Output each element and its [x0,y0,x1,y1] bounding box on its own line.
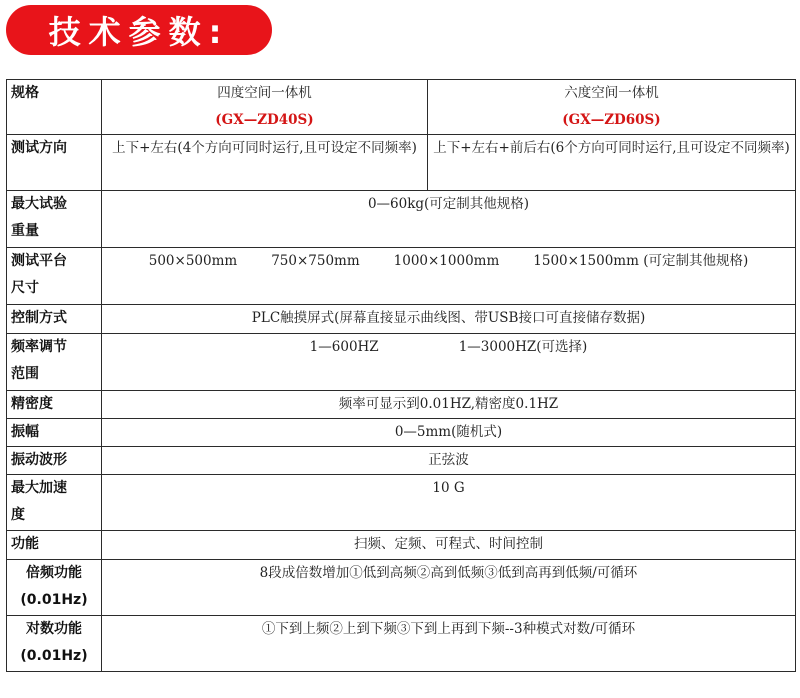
table-row-accel [7,475,796,531]
waveform-value: 正弦波 [102,447,796,475]
row-label-freq [7,334,102,391]
spec-col2-model: (GX—ZD60S) [562,112,661,128]
table-row-precision [7,391,796,419]
table-row-amplitude [7,419,796,447]
max-load-value: 0—60kg(可定制其他规格) [102,191,796,248]
table-row-control [7,305,796,334]
row-label-accel [7,475,102,531]
amplitude-value: 0—5mm(随机式) [102,419,796,447]
table-row-spec [7,80,796,135]
row-label-platform [7,248,102,305]
freq-label-line2: 范围 [11,366,39,382]
platform-value [102,248,796,305]
direction-col2: 上下+左右+前后右(6个方向可同时运行,且可设定不同频率) [428,135,796,191]
platform-size-2: 750×750mm [271,253,360,269]
table-row-function [7,531,796,560]
log-value: ①下到上频②上到下频③下到上再到下频--3种模式对数/可循环 [102,616,796,672]
row-label-multiplier [7,560,102,616]
max-load-label-line2: 重量 [11,223,39,239]
table-row-max-load [7,191,796,248]
multiplier-label-line2: (0.01Hz) [20,592,88,608]
table-row-freq [7,334,796,391]
section-banner [6,5,272,55]
table-row-log [7,616,796,672]
platform-size-4: 1500×1500mm [533,253,639,269]
multiplier-label-line1: 倍频功能 [26,565,82,581]
freq-label-line1: 频率调节 [11,339,67,355]
log-label-line2: (0.01Hz) [20,648,88,664]
spec-table [6,79,796,672]
banner-title: 技术参数: [48,13,230,51]
control-value: PLC触摸屏式(屏幕直接显示曲线图、带USB接口可直接储存数据) [102,305,796,334]
accel-label-line2: 度 [11,507,25,523]
row-label-control: 控制方式 [7,305,102,334]
row-label-precision: 精密度 [7,391,102,419]
table-row-direction [7,135,796,191]
row-label-direction: 测试方向 [7,135,102,191]
max-load-label-line1: 最大试验 [11,196,67,212]
spec-col1-name: 四度空间一体机 [217,85,312,101]
accel-value: 10 G [102,475,796,531]
spec-col1-model: (GX—ZD40S) [215,112,314,128]
row-label-function: 功能 [7,531,102,560]
table-row-waveform [7,447,796,475]
function-value: 扫频、定频、可程式、时间控制 [102,531,796,560]
row-label-max-load [7,191,102,248]
row-label-log [7,616,102,672]
table-row-platform [7,248,796,305]
row-label-amplitude: 振幅 [7,419,102,447]
row-label-spec: 规格 [7,80,102,135]
spec-col2-name: 六度空间一体机 [564,85,659,101]
spec-col2 [428,80,796,135]
freq-value [102,334,796,391]
platform-label-line2: 尺寸 [11,280,39,296]
platform-size-1: 500×500mm [148,253,238,269]
platform-note: (可定制其他规格) [643,253,749,269]
spec-col1 [102,80,428,135]
platform-size-3: 1000×1000mm [393,253,500,269]
freq-value-2: 1—3000HZ(可选择) [458,339,588,355]
direction-col1: 上下+左右(4个方向可同时运行,且可设定不同频率) [102,135,428,191]
platform-label-line1: 测试平台 [11,253,67,269]
multiplier-value: 8段成倍数增加①低到高频②高到低频③低到高再到低频/可循环 [102,560,796,616]
table-row-multiplier [7,560,796,616]
log-label-line1: 对数功能 [26,621,82,637]
freq-value-1: 1—600HZ [309,339,379,355]
precision-value: 频率可显示到0.01HZ,精密度0.1HZ [102,391,796,419]
accel-label-line1: 最大加速 [11,480,67,496]
row-label-waveform: 振动波形 [7,447,102,475]
